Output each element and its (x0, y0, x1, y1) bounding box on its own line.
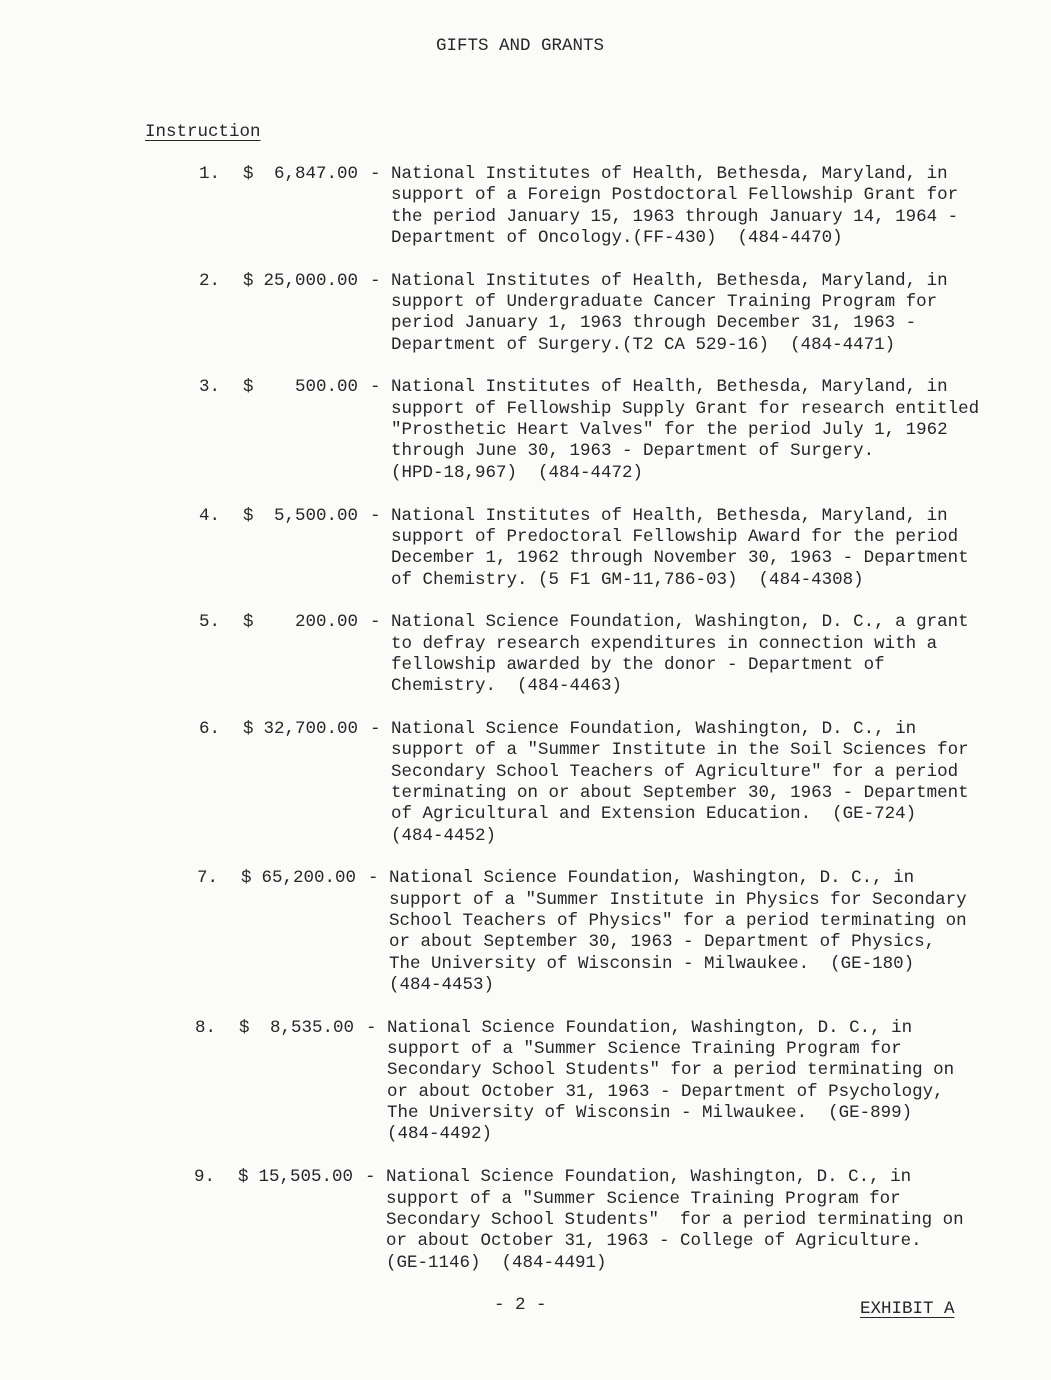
grant-entry (0, 868, 1049, 996)
grant-description (391, 377, 1051, 484)
currency-symbol: $ (243, 377, 254, 398)
grant-amount: 15,505.00 (258, 1167, 353, 1188)
description-line: National Science Foundation, Washington, D. C., in (389, 868, 915, 889)
description-line: support of a "Summer Science Training Program for (386, 1188, 901, 1209)
description-line: National Science Foundation, Washington, D. C., in (387, 1017, 913, 1038)
description-line: Chemistry. (484-4463) (391, 676, 623, 697)
grant-entry (0, 1167, 1046, 1274)
currency-symbol: $ (239, 1017, 250, 1038)
grant-amount: 500.00 (294, 377, 358, 398)
grant-amount: 5,500.00 (273, 505, 358, 526)
description-line: National Institutes of Health, Bethesda, Maryland, in (391, 270, 948, 291)
page-number: - 2 - (494, 1295, 547, 1315)
description-line: or about October 31, 1963 - Department of Psychology, (387, 1081, 944, 1102)
entry-number: 2. (199, 270, 221, 291)
currency-symbol: $ (243, 270, 254, 291)
grant-entry (0, 164, 1051, 249)
grant-amount: 8,535.00 (269, 1017, 354, 1038)
grant-description (389, 868, 1049, 996)
page-title: GIFTS AND GRANTS (436, 36, 605, 56)
description-line: National Institutes of Health, Bethesda, Maryland, in (391, 164, 948, 184)
grant-description (391, 271, 1051, 356)
description-line: terminating on or about September 30, 1963 - Department (391, 782, 969, 803)
grant-description (386, 1167, 1046, 1274)
separator-dash: - (370, 270, 381, 291)
separator-dash: - (370, 612, 381, 633)
description-line: of Agricultural and Extension Education. (GE-724) (391, 804, 917, 825)
description-line: Secondary School Teachers of Agriculture" for a period (391, 761, 959, 782)
description-line: The University of Wisconsin - Milwaukee. (GE-899) (387, 1103, 913, 1124)
grant-entry (0, 377, 1051, 484)
separator-dash: - (370, 377, 381, 398)
separator-dash: - (366, 1017, 377, 1038)
grant-description (391, 164, 1051, 249)
description-line: National Science Foundation, Washington, D. C., in (391, 718, 917, 739)
entry-number: 6. (199, 718, 221, 739)
grant-entry (0, 612, 1051, 697)
grant-entry (0, 506, 1051, 591)
grant-amount: 25,000.00 (263, 270, 358, 291)
description-line: support of Fellowship Supply Grant for research entitled (391, 398, 980, 419)
entry-number: 4. (199, 505, 221, 526)
description-line: December 1, 1962 through November 30, 1963 - Department (391, 548, 969, 569)
description-line: Secondary School Students" for a period terminating on (387, 1060, 955, 1081)
grant-description (387, 1018, 1047, 1146)
currency-symbol: $ (243, 718, 254, 739)
grant-amount: 6,847.00 (273, 164, 358, 184)
currency-symbol: $ (241, 868, 252, 889)
description-line: National Institutes of Health, Bethesda, Maryland, in (391, 377, 948, 398)
description-line: School Teachers of Physics" for a period terminating on (389, 911, 967, 932)
description-line: Department of Surgery.(T2 CA 529-16) (484-4471) (391, 334, 896, 355)
description-line: Department of Oncology.(FF-430) (484-4470) (391, 228, 843, 249)
entry-number: 5. (199, 612, 221, 633)
grant-description (391, 506, 1051, 591)
separator-dash: - (370, 718, 381, 739)
separator-dash: - (370, 164, 381, 184)
description-line: support of a "Summer Science Training Program for (387, 1039, 902, 1060)
description-line: support of Predoctoral Fellowship Award for the period (391, 526, 959, 547)
grant-list (0, 164, 1051, 1295)
grant-amount: 65,200.00 (261, 868, 356, 889)
description-line: The University of Wisconsin - Milwaukee. (GE-180) (389, 953, 915, 974)
entry-number: 1. (199, 164, 221, 184)
description-line: support of a Foreign Postdoctoral Fellowship Grant for (391, 185, 959, 206)
separator-dash: - (365, 1167, 376, 1188)
description-line: support of a "Summer Institute in Physics for Secondary (389, 889, 967, 910)
description-line: to defray research expenditures in connection with a (391, 633, 938, 654)
entry-number: 9. (194, 1167, 216, 1188)
description-line: or about October 31, 1963 - College of Agriculture. (386, 1231, 922, 1252)
grant-entry (0, 271, 1051, 356)
description-line: Secondary School Students" for a period terminating on (386, 1209, 964, 1230)
description-line: National Science Foundation, Washington, D. C., in (386, 1167, 912, 1188)
currency-symbol: $ (243, 505, 254, 526)
description-line: (HPD-18,967) (484-4472) (391, 462, 644, 483)
description-line: (484-4453) (389, 975, 495, 996)
currency-symbol: $ (243, 612, 254, 633)
entry-number: 8. (195, 1017, 217, 1038)
description-line: through June 30, 1963 - Department of Surgery. (391, 441, 875, 462)
description-line: (484-4452) (391, 825, 497, 846)
exhibit-label: EXHIBIT A (860, 1299, 955, 1319)
description-line: National Institutes of Health, Bethesda, Maryland, in (391, 505, 948, 526)
separator-dash: - (368, 868, 379, 889)
description-line: (484-4492) (387, 1124, 493, 1145)
description-line: "Prosthetic Heart Valves" for the period July 1, 1962 (391, 420, 948, 441)
description-line: of Chemistry. (5 F1 GM-11,786-03) (484-4308) (391, 569, 864, 590)
description-line: fellowship awarded by the donor - Department of (391, 654, 885, 675)
description-line: or about September 30, 1963 - Department of Physics, (389, 932, 936, 953)
description-line: the period January 15, 1963 through January 14, 1964 - (391, 206, 959, 227)
currency-symbol: $ (238, 1167, 249, 1188)
description-line: (GE-1146) (484-4491) (386, 1252, 607, 1273)
currency-symbol: $ (243, 164, 254, 184)
description-line: period January 1, 1963 through December 31, 1963 - (391, 313, 917, 334)
grant-description (391, 612, 1051, 697)
grant-entry (0, 719, 1051, 847)
grant-amount: 32,700.00 (263, 718, 358, 739)
grant-description (391, 719, 1051, 847)
section-heading: Instruction (145, 122, 261, 142)
separator-dash: - (370, 505, 381, 526)
grant-amount: 200.00 (294, 612, 358, 633)
grant-entry (0, 1018, 1047, 1146)
description-line: support of Undergraduate Cancer Training Program for (391, 292, 938, 313)
entry-number: 3. (199, 377, 221, 398)
description-line: support of a "Summer Institute in the Soil Sciences for (391, 740, 969, 761)
description-line: National Science Foundation, Washington, D. C., a grant (391, 612, 969, 633)
entry-number: 7. (197, 868, 219, 889)
